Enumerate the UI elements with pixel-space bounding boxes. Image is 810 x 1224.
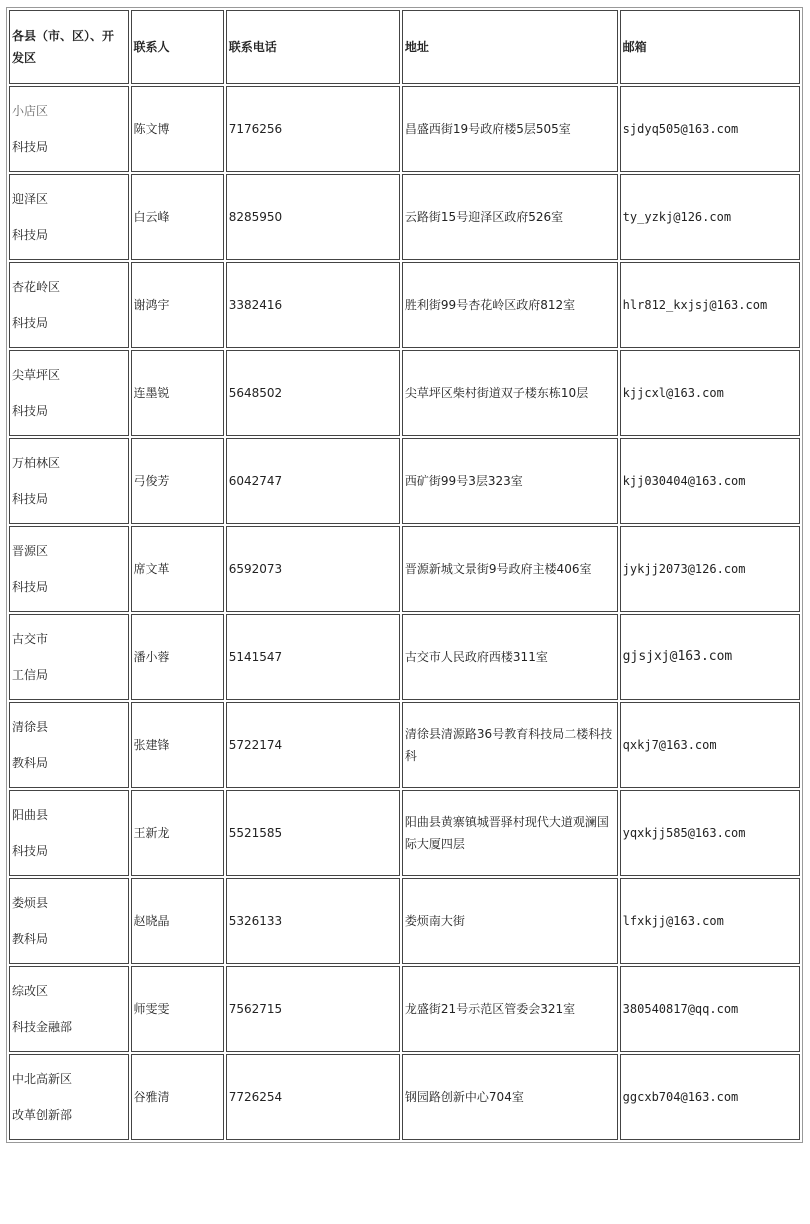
cell-department xyxy=(9,350,129,436)
table-row xyxy=(9,702,800,788)
cell-address: 云路街15号迎泽区政府526室 xyxy=(402,174,618,260)
table-row xyxy=(9,350,800,436)
cell-email[interactable]: yqxkjj585@163.com xyxy=(620,790,800,876)
cell-email[interactable]: jykjj2073@126.com xyxy=(620,526,800,612)
cell-contact: 张建锋 xyxy=(131,702,224,788)
cell-address: 昌盛西街19号政府楼5层505室 xyxy=(402,86,618,172)
cell-contact: 谷雅清 xyxy=(131,1054,224,1140)
contacts-table xyxy=(6,7,803,1143)
cell-phone: 7726254 xyxy=(226,1054,400,1140)
cell-phone: 5326133 xyxy=(226,878,400,964)
cell-department xyxy=(9,262,129,348)
district-name: 阳曲县 xyxy=(12,808,49,822)
cell-department xyxy=(9,86,129,172)
cell-department xyxy=(9,878,129,964)
cell-department xyxy=(9,614,129,700)
bureau-name: 科技局 xyxy=(12,140,49,154)
cell-address: 阳曲县黄寨镇城晋驿村现代大道观澜国际大厦四层 xyxy=(402,790,618,876)
cell-phone: 3382416 xyxy=(226,262,400,348)
cell-contact: 谢鸿宇 xyxy=(131,262,224,348)
cell-phone: 6592073 xyxy=(226,526,400,612)
cell-contact: 陈文博 xyxy=(131,86,224,172)
cell-phone: 5648502 xyxy=(226,350,400,436)
cell-address: 龙盛街21号示范区管委会321室 xyxy=(402,966,618,1052)
header-address: 地址 xyxy=(402,10,618,84)
cell-department xyxy=(9,174,129,260)
bureau-name: 科技局 xyxy=(12,844,49,858)
district-name: 迎泽区 xyxy=(12,192,49,206)
cell-email[interactable]: gjsjxj@163.com xyxy=(620,614,800,700)
cell-department xyxy=(9,438,129,524)
cell-contact: 席文革 xyxy=(131,526,224,612)
cell-contact: 潘小蓉 xyxy=(131,614,224,700)
table-row xyxy=(9,86,800,172)
cell-email[interactable]: hlr812_kxjsj@163.com xyxy=(620,262,800,348)
bureau-name: 教科局 xyxy=(12,932,49,946)
bureau-name: 科技金融部 xyxy=(12,1020,73,1034)
cell-email[interactable]: qxkj7@163.com xyxy=(620,702,800,788)
header-email: 邮箱 xyxy=(620,10,800,84)
header-contact: 联系人 xyxy=(131,10,224,84)
cell-phone: 5141547 xyxy=(226,614,400,700)
table-row xyxy=(9,526,800,612)
bureau-name: 教科局 xyxy=(12,756,49,770)
bureau-name: 科技局 xyxy=(12,404,49,418)
cell-phone: 5722174 xyxy=(226,702,400,788)
cell-contact: 弓俊芳 xyxy=(131,438,224,524)
cell-contact: 王新龙 xyxy=(131,790,224,876)
header-phone: 联系电话 xyxy=(226,10,400,84)
cell-department xyxy=(9,702,129,788)
cell-address: 胜利街99号杏花岭区政府812室 xyxy=(402,262,618,348)
cell-department xyxy=(9,790,129,876)
district-name: 尖草坪区 xyxy=(12,368,61,382)
table-row xyxy=(9,878,800,964)
district-name: 综改区 xyxy=(12,984,49,998)
cell-department xyxy=(9,966,129,1052)
bureau-name: 科技局 xyxy=(12,580,49,594)
cell-phone: 8285950 xyxy=(226,174,400,260)
cell-address: 娄烦南大街 xyxy=(402,878,618,964)
district-name: 小店区 xyxy=(12,104,49,118)
table-row xyxy=(9,614,800,700)
bureau-name: 科技局 xyxy=(12,316,49,330)
header-county: 各县（市、区）、开发区 xyxy=(9,10,129,84)
cell-email[interactable]: ty_yzkj@126.com xyxy=(620,174,800,260)
cell-email[interactable]: lfxkjj@163.com xyxy=(620,878,800,964)
district-name: 晋源区 xyxy=(12,544,49,558)
bureau-name: 工信局 xyxy=(12,668,49,682)
cell-department xyxy=(9,526,129,612)
table-row xyxy=(9,174,800,260)
cell-address: 钢园路创新中心704室 xyxy=(402,1054,618,1140)
district-name: 杏花岭区 xyxy=(12,280,61,294)
table-row xyxy=(9,966,800,1052)
district-name: 娄烦县 xyxy=(12,896,49,910)
district-name: 万柏林区 xyxy=(12,456,61,470)
cell-email[interactable]: 380540817@qq.com xyxy=(620,966,800,1052)
cell-contact: 白云峰 xyxy=(131,174,224,260)
cell-contact: 师雯雯 xyxy=(131,966,224,1052)
table-row xyxy=(9,262,800,348)
cell-email[interactable]: kjjcxl@163.com xyxy=(620,350,800,436)
bureau-name: 科技局 xyxy=(12,492,49,506)
district-name: 清徐县 xyxy=(12,720,49,734)
bureau-name: 改革创新部 xyxy=(12,1108,73,1122)
district-name: 中北高新区 xyxy=(12,1072,73,1086)
cell-contact: 赵晓晶 xyxy=(131,878,224,964)
cell-phone: 7176256 xyxy=(226,86,400,172)
cell-email[interactable]: sjdyq505@163.com xyxy=(620,86,800,172)
table-row xyxy=(9,1054,800,1140)
table-row xyxy=(9,790,800,876)
cell-address: 尖草坪区柴村街道双子楼东栋10层 xyxy=(402,350,618,436)
district-name: 古交市 xyxy=(12,632,49,646)
cell-phone: 6042747 xyxy=(226,438,400,524)
cell-contact: 连墨锐 xyxy=(131,350,224,436)
cell-phone: 5521585 xyxy=(226,790,400,876)
cell-address: 西矿街99号3层323室 xyxy=(402,438,618,524)
table-header-row xyxy=(9,10,800,84)
cell-email[interactable]: kjj030404@163.com xyxy=(620,438,800,524)
table-row xyxy=(9,438,800,524)
cell-address: 清徐县清源路36号教育科技局二楼科技科 xyxy=(402,702,618,788)
cell-email[interactable]: ggcxb704@163.com xyxy=(620,1054,800,1140)
bureau-name: 科技局 xyxy=(12,228,49,242)
cell-address: 晋源新城文景街9号政府主楼406室 xyxy=(402,526,618,612)
cell-address: 古交市人民政府西楼311室 xyxy=(402,614,618,700)
cell-department xyxy=(9,1054,129,1140)
cell-phone: 7562715 xyxy=(226,966,400,1052)
